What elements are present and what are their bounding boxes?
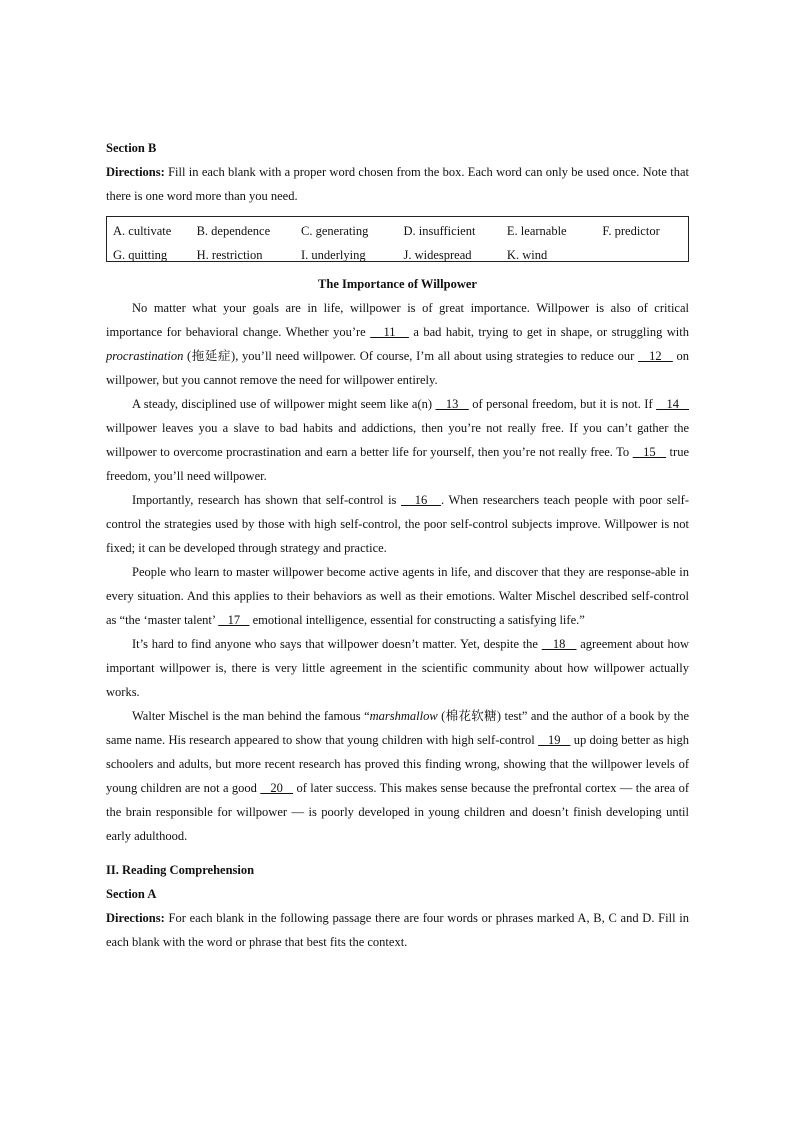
- section-a-directions: [106, 906, 689, 954]
- blank-16[interactable]: 16: [401, 493, 441, 507]
- word-option: [602, 243, 682, 267]
- word-option: C. generating: [301, 224, 369, 238]
- paragraph-1: [106, 296, 689, 392]
- text: (棉花软糖) test” and the author of a book by the same name. His research appeared to show that young children with high self-control: [106, 709, 689, 747]
- text: It’s hard to find anyone who says that willpower doesn’t matter. Yet, despite the: [132, 637, 542, 651]
- directions-text: For each blank in the following passage there are four words or phrases marked A, B, C and D. Fill in each blank with the word or phrase that best fits the context.: [106, 911, 689, 949]
- word-box-row-1: [113, 219, 682, 243]
- blank-17[interactable]: 17: [218, 613, 250, 627]
- word-option: E. learnable: [506, 224, 567, 238]
- passage-title: The Importance of Willpower: [318, 277, 477, 291]
- blank-13[interactable]: 13: [435, 397, 469, 411]
- word-box: [106, 216, 689, 262]
- blank-11[interactable]: 11: [370, 325, 409, 339]
- text: true freedom, you’ll need willpower.: [106, 445, 689, 483]
- section-b-heading: Section B: [106, 141, 157, 155]
- blank-18[interactable]: 18: [541, 637, 577, 651]
- blank-12[interactable]: 12: [638, 349, 673, 363]
- directions-label: Directions:: [106, 165, 165, 179]
- blank-20[interactable]: 20: [260, 781, 294, 795]
- text: on willpower, but you cannot remove the need for willpower entirely.: [106, 349, 690, 387]
- word-option: B. dependence: [196, 224, 271, 238]
- part-2-heading: II. Reading Comprehension: [106, 863, 255, 877]
- word-option: K. wind: [506, 248, 548, 262]
- paragraph-4: [106, 560, 689, 632]
- text: of personal freedom, but it is not. If: [468, 397, 657, 411]
- blank-19[interactable]: 19: [538, 733, 571, 747]
- section-a-heading: Section A: [106, 887, 157, 901]
- section-b-directions: [106, 160, 689, 208]
- blank-15[interactable]: 15: [632, 445, 667, 459]
- italic-term: marshmallow: [369, 709, 438, 723]
- text: (拖延症), you’ll need willpower. Of course, I’m all about using strategies to reduce our: [183, 349, 639, 363]
- text: agreement about how important willpower is, there is very little agreement in the scientific community about how willpower actually works.: [106, 637, 689, 699]
- directions-label: Directions:: [106, 911, 165, 925]
- word-option: D. insufficient: [403, 224, 476, 238]
- word-option: H. restriction: [196, 248, 263, 262]
- word-option: F. predictor: [602, 224, 660, 238]
- word-option: A. cultivate: [113, 224, 172, 238]
- text: A steady, disciplined use of willpower might seem like a(n): [132, 397, 436, 411]
- text: People who learn to master willpower become active agents in life, and discover that they are response-able in every situation. And this applies to their behaviors as well as their emotions. Walter Mischel described self-control as “the ‘master talent’: [106, 565, 689, 627]
- text: . When researchers teach people with poor self-control the strategies used by those with high self-control, the poor self-control subjects improve. Willpower is not fixed; it can be developed through strategy and practice.: [106, 493, 689, 555]
- blank-14[interactable]: 14: [656, 397, 689, 411]
- text: emotional intelligence, essential for constructing a satisfying life.”: [249, 613, 585, 627]
- paragraph-2: [106, 392, 689, 488]
- paragraph-5: [106, 632, 689, 704]
- text: a bad habit, trying to get in shape, or struggling with: [408, 325, 689, 339]
- paragraph-6: [106, 704, 689, 848]
- word-box-row-2: [113, 243, 682, 267]
- text: willpower leaves you a slave to bad habits and addictions, then you’re not really free. If you can’t gather the willpower to overcome procrastination and earn a better life for yourself, then you’re not really free. To: [106, 421, 689, 459]
- italic-term: procrastination: [106, 349, 184, 363]
- text: up doing better as high schoolers and adults, but more recent research has proved this finding wrong, showing that the willpower levels of young children are not a good: [106, 733, 689, 795]
- text: of later success. This makes sense because the prefrontal cortex — the area of the brain responsible for willpower — is poorly developed in young children and doesn’t finish developing until early adulthood.: [106, 781, 689, 843]
- directions-text: Fill in each blank with a proper word chosen from the box. Each word can only be used once. Note that there is one word more than you need.: [106, 165, 689, 203]
- text: Importantly, research has shown that self-control is: [132, 493, 401, 507]
- text: No matter what your goals are in life, willpower is of great importance. Willpower is also of critical importance for behavioral change. Whether you’re: [106, 301, 689, 339]
- word-option: G. quitting: [113, 248, 168, 262]
- paragraph-3: [106, 488, 689, 560]
- word-option: I. underlying: [301, 248, 366, 262]
- text: Walter Mischel is the man behind the famous “: [132, 709, 370, 723]
- word-option: J. widespread: [403, 248, 472, 262]
- document-page: [106, 136, 689, 954]
